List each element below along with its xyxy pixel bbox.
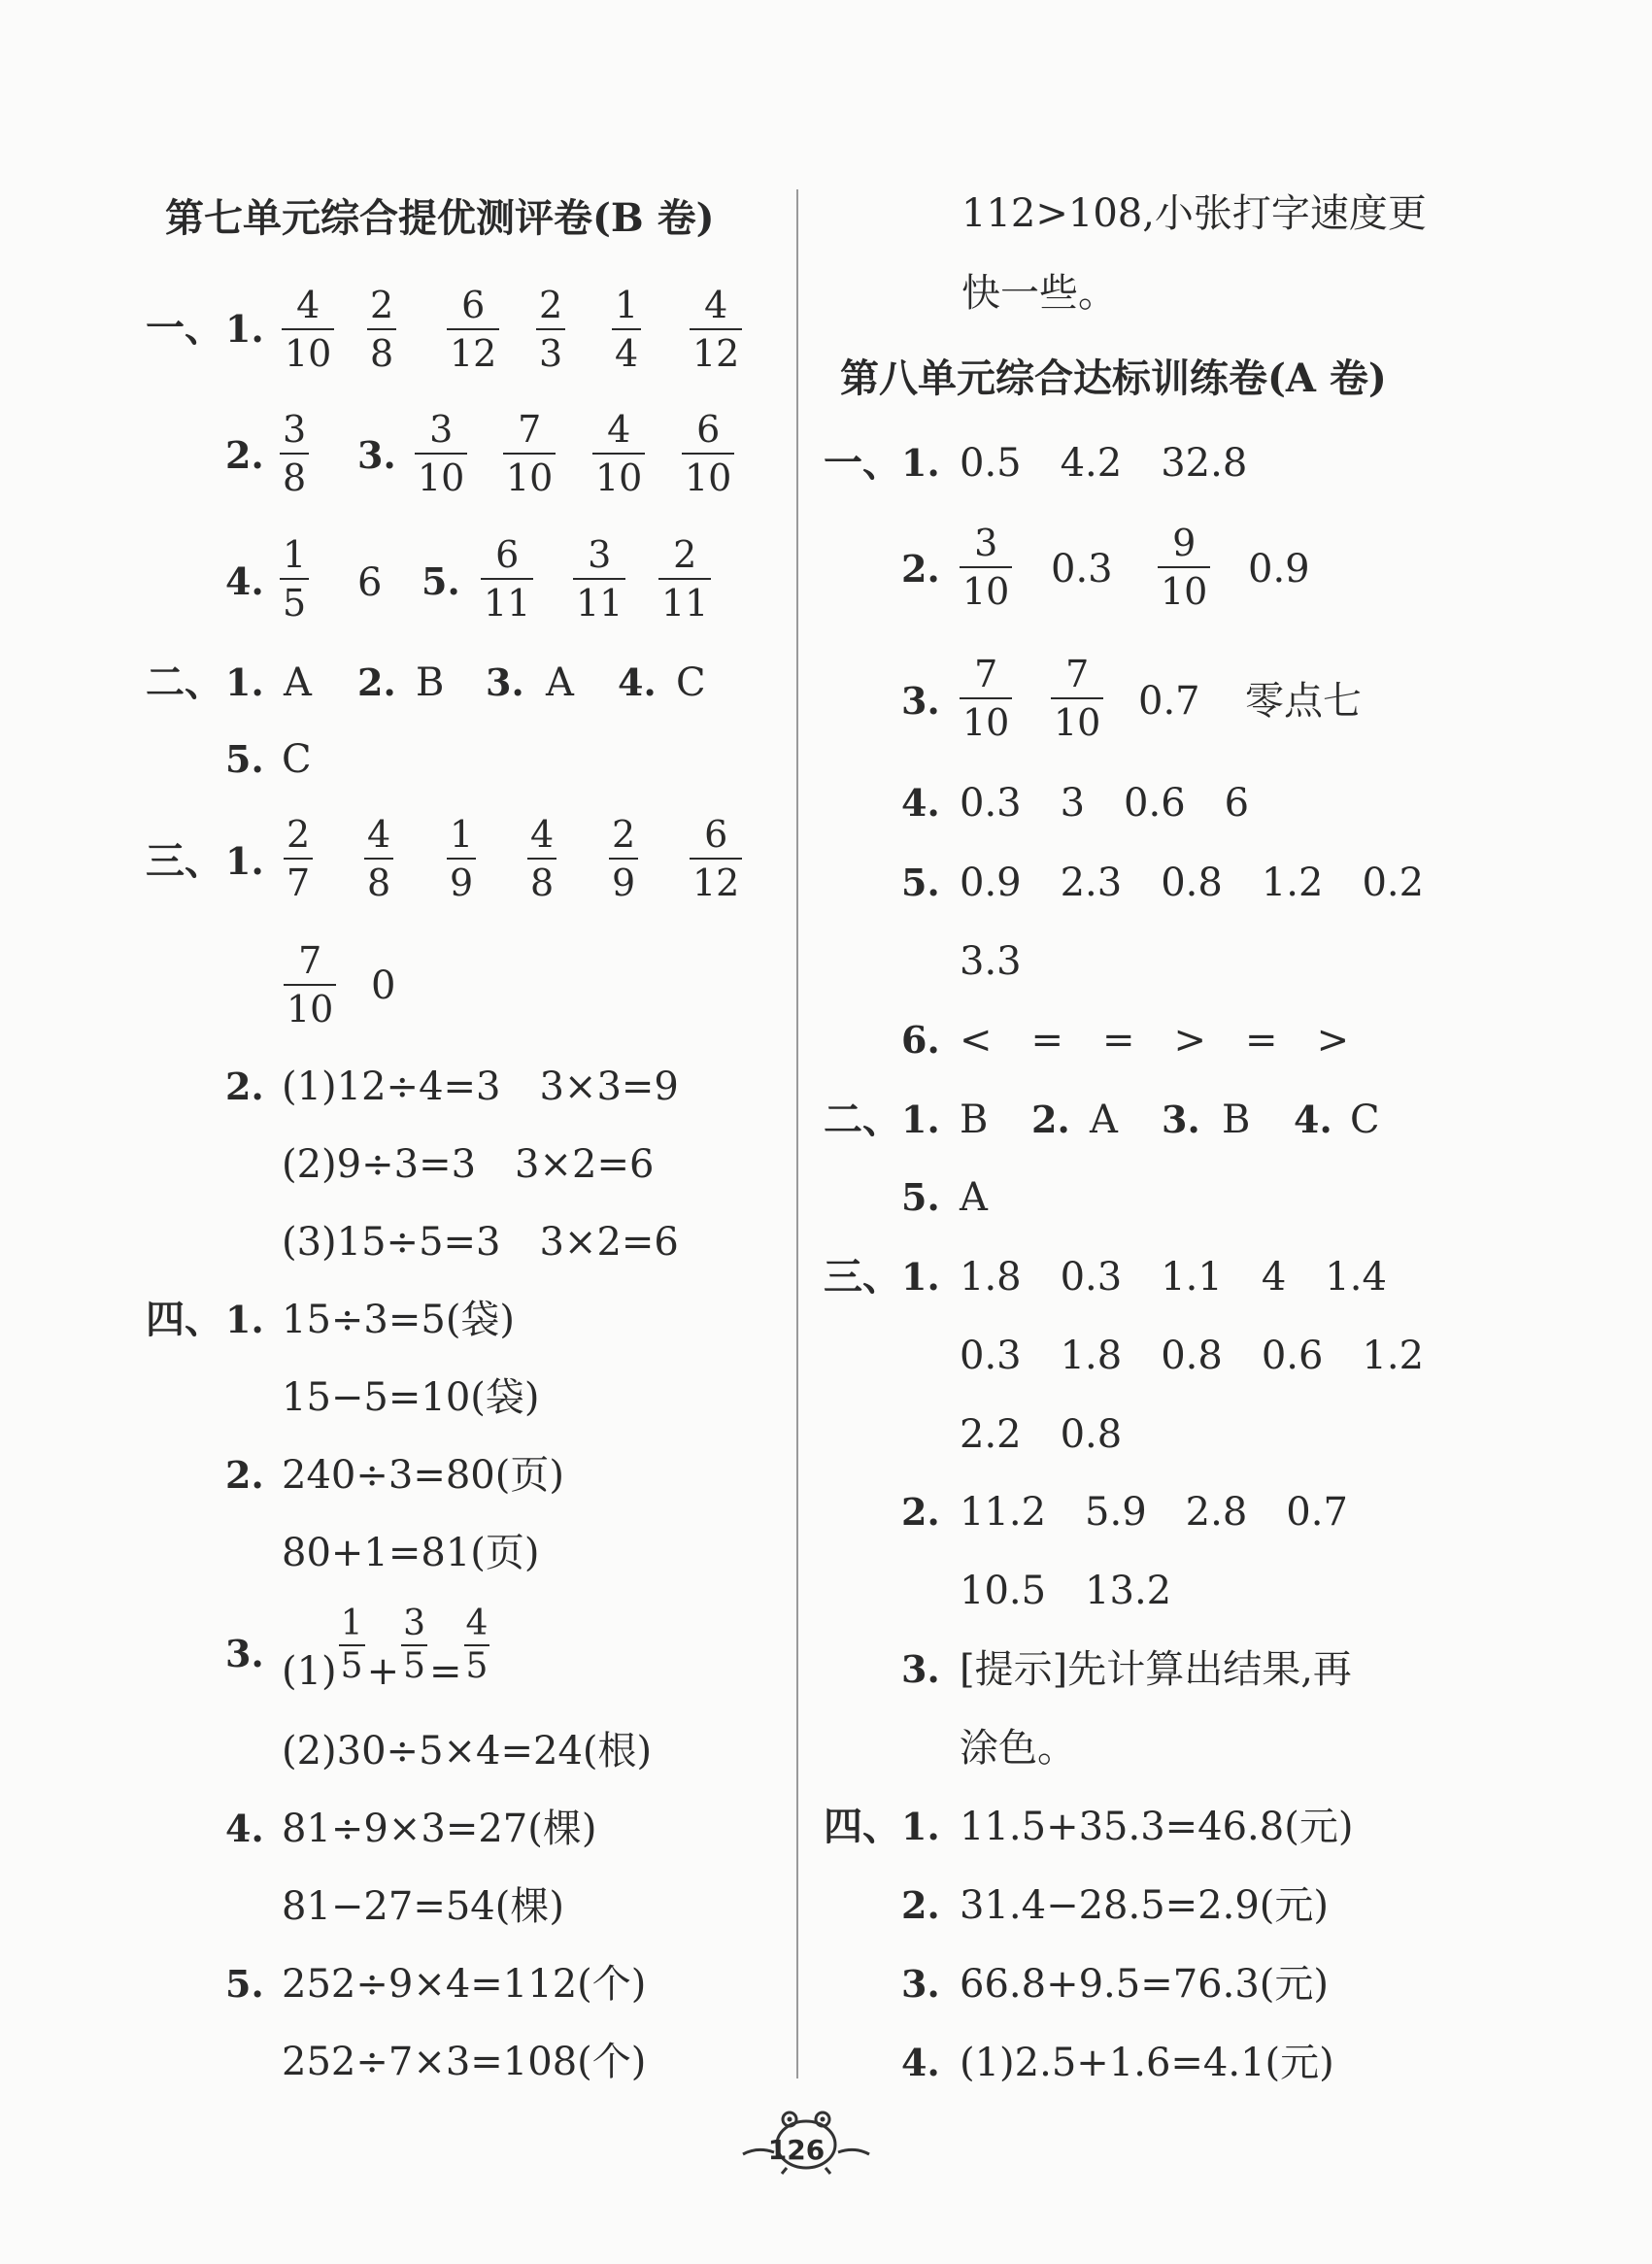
answer-fraction [367,284,396,375]
question-number: 3. [1162,1098,1200,1141]
question-number: 3. [357,433,396,477]
unit7-title: 第七单元综合提优测评卷(B 卷) [165,195,715,241]
answer-fraction [658,533,711,625]
fraction-bar [592,453,645,455]
answer-fraction [280,533,309,625]
answer-line: 80+1=81(页) [282,1531,540,1575]
question-number: 2. [901,1490,940,1534]
denominator: 8 [370,332,394,375]
numerator: 2 [539,284,563,326]
section-label: 四、 [146,1297,223,1342]
page-number: 126 [767,2134,826,2166]
question-number: 5. [421,559,460,603]
denominator: 10 [685,456,732,499]
question-number: 2. [225,1064,264,1108]
fraction-bar [284,858,313,860]
fraction-bar [503,453,556,455]
answer-line: 涂色。 [960,1726,1076,1771]
question-number: 4. [901,781,940,825]
fraction-bar [447,858,476,860]
question-number: 2. [357,660,396,704]
answer-text: 0.3 [1051,547,1113,591]
answer-fraction [609,813,638,904]
question-number: 1. [901,1098,940,1141]
denominator: 10 [506,456,554,499]
denominator: 11 [484,582,531,625]
answer-line: [提示]先计算出结果,再 [960,1647,1352,1692]
question-number: 5. [901,861,940,904]
answer-fraction [280,408,309,499]
numerator: 3 [283,408,307,451]
numerator: 4 [607,408,631,451]
answer-line: (1)2.5+1.6=4.1(元) [960,2041,1334,2085]
denominator: 8 [530,862,555,904]
answer-line: 11.2 5.9 2.8 0.7 [960,1490,1348,1535]
answer-fraction [447,813,476,904]
numerator: 3 [429,408,454,451]
answer-line: 66.8+9.5=76.3(元) [960,1962,1329,2007]
question-number: 3. [225,1632,264,1675]
answer-line: 81÷9×3=27(棵) [282,1807,597,1851]
denominator: 5 [283,582,307,625]
answer-line: 0.3 1.8 0.8 0.6 1.2 [960,1334,1425,1378]
denominator: 10 [1054,701,1101,744]
continued-line: 快一些。 [961,271,1117,316]
answer-fraction [415,408,467,499]
question-number: 3. [486,660,524,704]
question-number: 2. [225,433,264,477]
section-label: 二、 [146,659,223,705]
section-label: 三、 [824,1254,901,1300]
numerator: 4 [704,284,728,326]
question-number: 1. [901,1255,940,1299]
denominator: 7 [287,862,311,904]
denominator: 12 [692,332,740,375]
fraction-bar [612,328,641,330]
answer-text: A [546,660,574,705]
fraction-bar [282,328,334,330]
answer-fraction [592,408,645,499]
question-number: 4. [901,2041,940,2084]
answer-fraction [612,284,641,375]
answer-line: (1)12÷4=3 3×3=9 [282,1064,679,1109]
denominator: 9 [450,862,474,904]
fraction-bar [960,566,1012,568]
answer-text: 零点七 [1245,679,1362,724]
numerator: 3 [588,533,612,576]
fraction-bar [1158,566,1210,568]
question-number: 5. [225,1962,264,2006]
answer-fraction [284,813,313,904]
question-number: 1. [225,1298,264,1341]
fraction-bar [1051,697,1103,699]
fraction-bar [367,328,396,330]
answer-text: A [1090,1098,1118,1142]
numerator: 2 [287,813,311,856]
answer-fraction [960,653,1012,744]
numerator: 6 [495,533,520,576]
section-label: 一、 [824,440,901,486]
question-number: 2. [901,1883,940,1927]
answer-fraction [339,1606,365,1684]
numerator: 9 [1172,522,1197,564]
section-label: 四、 [824,1804,901,1849]
question-number: 1. [225,660,264,704]
answer-text: 0.9 2.3 0.8 1.2 0.2 [960,861,1425,905]
answer-prefix: (1) [282,1649,337,1694]
numerator: 4 [465,1604,489,1643]
section-label: 二、 [824,1097,901,1142]
answer-line: 2.2 0.8 [960,1412,1123,1457]
fraction-bar [682,453,734,455]
answer-fraction [682,408,734,499]
answer-line: (2)9÷3=3 3×2=6 [282,1142,655,1187]
numerator: 1 [615,284,639,326]
column-divider [796,189,798,2078]
answer-text: B [416,660,445,705]
answer-fraction [364,813,393,904]
question-number: 2. [901,547,940,591]
answer-fraction [960,522,1012,613]
fraction-bar [527,858,556,860]
denominator: 12 [450,332,497,375]
fraction-bar [573,578,625,580]
denominator: 3 [539,332,563,375]
numerator: 2 [370,284,394,326]
question-number: 2. [1031,1098,1070,1141]
denominator: 5 [465,1646,489,1686]
denominator: 8 [367,862,391,904]
numerator: 2 [673,533,697,576]
question-number: 6. [901,1018,940,1062]
numerator: 1 [450,813,474,856]
answer-text: C [282,737,312,782]
question-number: 5. [901,1175,940,1219]
question-number: 3. [901,679,940,723]
numerator: 3 [403,1604,425,1643]
fraction-bar [415,453,467,455]
answer-line [282,1604,491,1694]
numerator: 6 [461,284,486,326]
answer-line: 252÷9×4=112(个) [282,1962,647,2007]
continued-line: 112>108,小张打字速度更 [961,191,1427,236]
answer-text: 0.7 [1138,679,1200,724]
answer-text: 0 [371,963,396,1008]
answer-fraction [1158,522,1210,613]
numerator: 7 [298,939,322,982]
denominator: 12 [692,862,740,904]
question-number: 4. [618,660,657,704]
answer-line: 15−5=10(袋) [282,1375,540,1420]
answer-text: C [1350,1098,1380,1142]
numerator: 7 [518,408,542,451]
numerator: 7 [974,653,998,695]
numerator: 1 [340,1604,363,1643]
question-number: 3. [901,1962,940,2006]
unit8-title: 第八单元综合达标训练卷(A 卷) [840,355,1387,401]
question-number: 4. [225,559,264,603]
question-number: 1. [901,441,940,485]
denominator: 10 [595,456,643,499]
fraction-bar [690,858,742,860]
numerator: 7 [1065,653,1090,695]
answer-fraction [573,533,625,625]
answer-fraction [1051,653,1103,744]
numerator: 3 [974,522,998,564]
answer-line: 252÷7×3=108(个) [282,2040,647,2084]
denominator: 10 [418,456,465,499]
answer-text: A [960,1175,988,1220]
answer-line: 31.4−28.5=2.9(元) [960,1883,1329,1928]
denominator: 10 [287,988,334,1031]
plus-sign: + [366,1649,400,1694]
fraction-bar [280,578,309,580]
answer-fraction [282,284,334,375]
fraction-bar [690,328,742,330]
question-number: 1. [225,307,264,351]
answer-text: 3.3 [960,939,1022,984]
answer-text: B [1222,1098,1251,1142]
answer-fraction [447,284,499,375]
denominator: 8 [283,456,307,499]
question-number: 5. [225,737,264,781]
fraction-bar [447,328,499,330]
denominator: 10 [962,701,1010,744]
answer-line: (2)30÷5×4=24(根) [282,1729,653,1774]
answer-line: 15÷3=5(袋) [282,1298,516,1342]
question-number: 4. [225,1807,264,1850]
fraction-bar [481,578,533,580]
answer-fraction [503,408,556,499]
denominator: 10 [285,332,332,375]
fraction-bar [609,858,638,860]
answer-line: (3)15÷5=3 3×2=6 [282,1220,679,1265]
fraction-bar [536,328,565,330]
answer-text: A [284,660,312,705]
answer-line: 10.5 13.2 [960,1569,1172,1613]
denominator: 5 [403,1646,425,1686]
fraction-bar [284,984,336,986]
answer-text: 6 [357,560,383,605]
fraction-bar [280,453,309,455]
answer-line: 11.5+35.3=46.8(元) [960,1805,1354,1849]
question-number: 2. [225,1453,264,1497]
denominator: 5 [340,1646,363,1686]
numerator: 4 [296,284,320,326]
denominator: 10 [962,570,1010,613]
answer-text: 0.5 4.2 32.8 [960,441,1248,486]
answer-fraction [284,939,336,1031]
answer-text: 0.9 [1248,547,1310,591]
answer-fraction [401,1606,427,1684]
answer-line: 1.8 0.3 1.1 4 1.4 [960,1255,1387,1300]
numerator: 4 [530,813,555,856]
numerator: 6 [704,813,728,856]
question-number: 1. [225,839,264,883]
denominator: 11 [661,582,709,625]
answer-fraction [464,1606,490,1684]
fraction-bar [960,697,1012,699]
answer-line: 81−27=54(棵) [282,1884,564,1929]
section-label: 三、 [146,838,223,884]
answer-text: 0.3 3 0.6 6 [960,781,1250,826]
question-number: 3. [901,1647,940,1691]
answer-text: C [676,660,706,705]
section-label: 一、 [146,305,223,351]
answer-text: B [960,1098,989,1142]
numerator: 2 [612,813,636,856]
numerator: 1 [283,533,307,576]
fraction-bar [658,578,711,580]
answer-text: < = = > = > [960,1018,1350,1063]
denominator: 9 [612,862,636,904]
numerator: 6 [696,408,721,451]
answer-fraction [690,813,742,904]
equals-sign: = [429,1649,462,1694]
question-number: 4. [1294,1098,1332,1141]
numerator: 4 [367,813,391,856]
question-number: 1. [901,1805,940,1848]
denominator: 10 [1161,570,1208,613]
answer-line: 240÷3=80(页) [282,1453,564,1498]
answer-fraction [536,284,565,375]
denominator: 11 [576,582,624,625]
answer-fraction [481,533,533,625]
answer-fraction [527,813,556,904]
denominator: 4 [615,332,639,375]
answer-fraction [690,284,742,375]
fraction-bar [364,858,393,860]
